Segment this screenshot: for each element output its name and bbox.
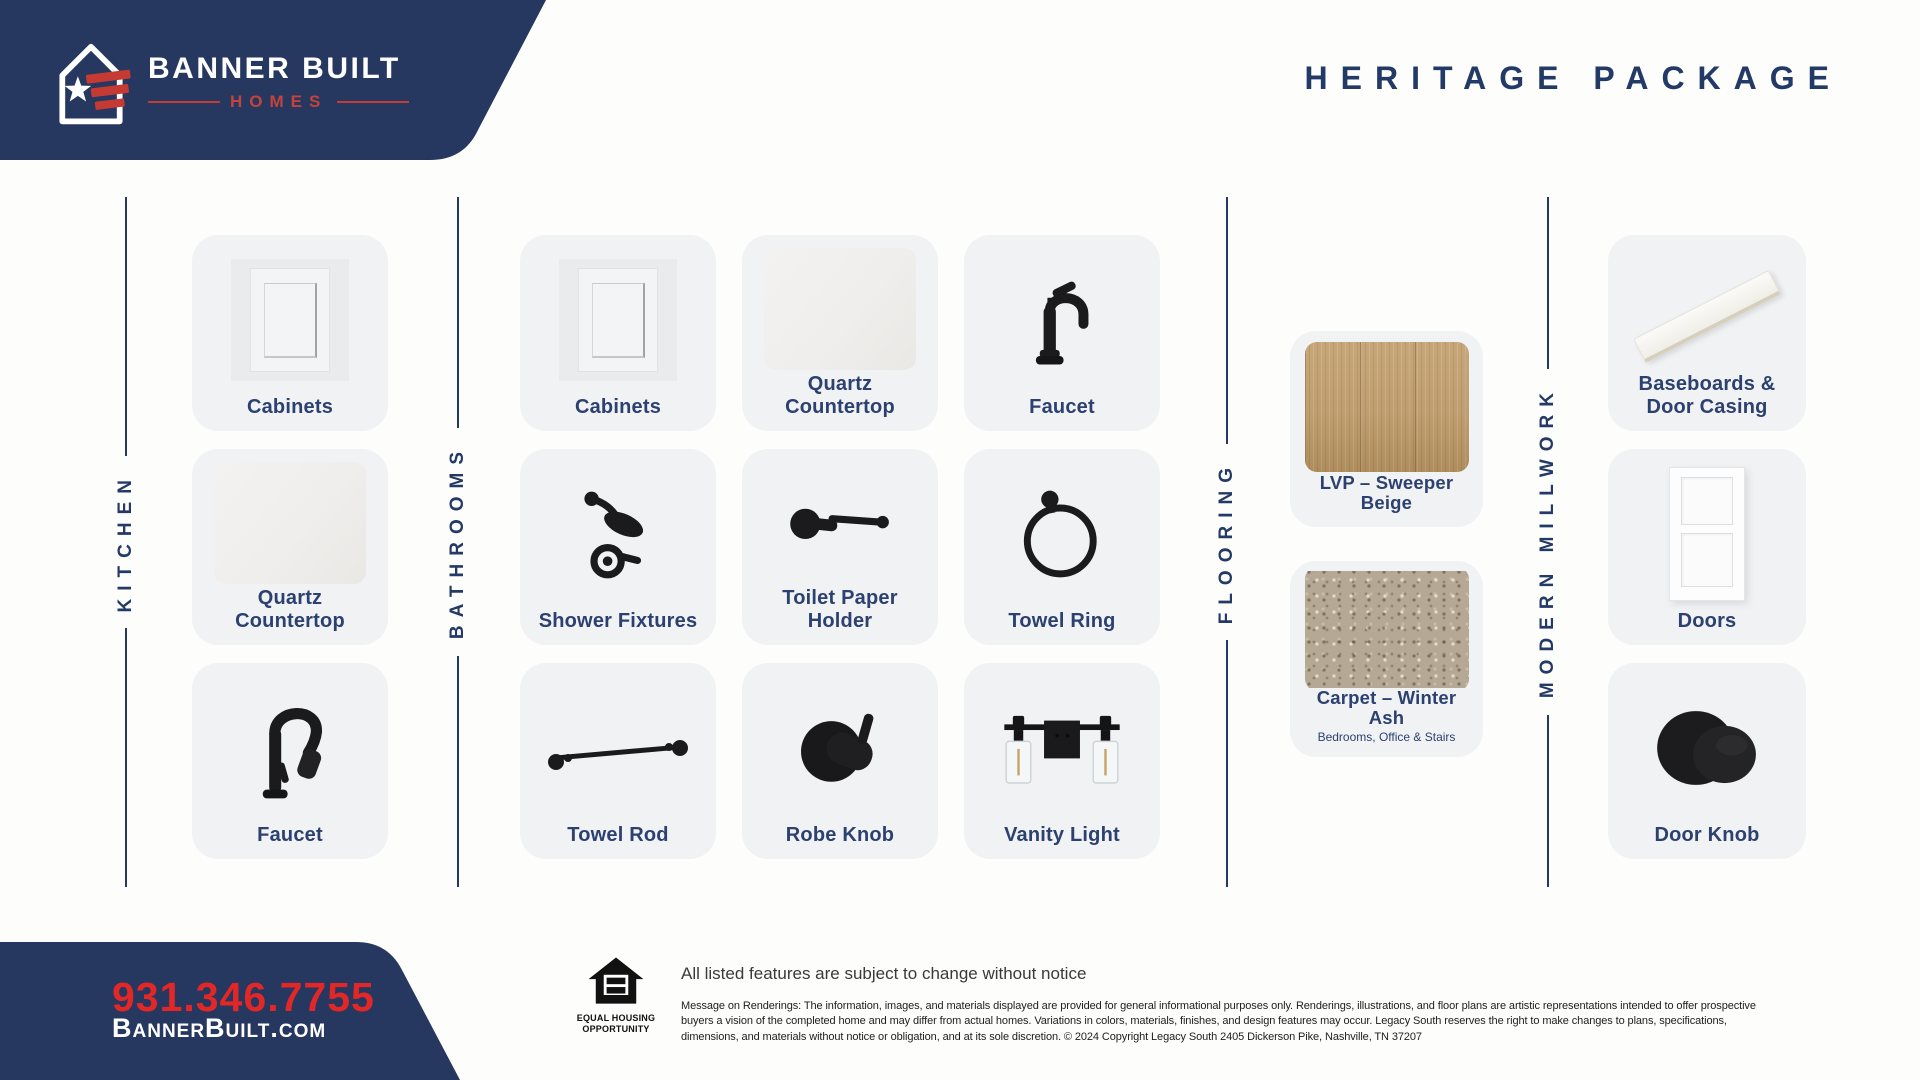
equal-housing-text-line2: OPPORTUNITY [582,1023,650,1034]
bath-faucet-icon [974,245,1150,396]
section-label-millwork: MODERN MILLWORK [1537,385,1558,699]
page-title: HERITAGE PACKAGE [1304,60,1842,96]
item-card-bath-cabinets: Cabinets [520,235,716,431]
rail-line [1547,197,1549,369]
section-rail-kitchen [111,197,141,887]
item-card-kitchen-cabinets: Cabinets [192,235,388,431]
robe-knob-icon [752,673,928,824]
equal-housing-logo [574,956,658,1035]
section-label-kitchen: KITCHEN [115,471,136,613]
equal-housing-house-icon [587,956,645,1008]
section-rail-flooring [1212,197,1242,887]
rail-line [457,197,459,428]
item-card-robe-knob: Robe Knob [742,663,938,859]
brand-subname: HOMES [230,92,328,111]
kitchen-card-grid [192,235,388,859]
bathroom-card-grid [520,235,1160,859]
section-label-flooring: FLOORING [1216,459,1237,625]
renderings-disclaimer [681,999,1756,1045]
house-flag-star-icon [50,32,132,132]
item-card-vanity-light: Vanity Light [964,663,1160,859]
rail-line [1547,715,1549,887]
rail-line [1226,640,1228,887]
item-card-doors: Doors [1608,449,1806,645]
carpet-rooms-note: Bedrooms, Office & Stairs [1317,730,1456,744]
section-label-bathrooms: BATHROOMS [447,444,468,640]
item-card-lvp: LVP – Sweeper Beige [1290,331,1483,527]
equal-housing-text-line1: EQUAL HOUSING [576,1013,656,1023]
cabinet-door-icon [202,245,378,396]
phone-number: 931.346.7755 [112,974,375,1020]
brand-name: BANNER BUILT [148,52,401,85]
kitchen-faucet-icon [202,673,378,824]
item-card-bath-faucet: Faucet [964,235,1160,431]
quartz-swatch [752,245,928,373]
quartz-swatch [202,459,378,587]
brand-rule-left [148,101,220,104]
disclaimer-line: buyers a vision of the completed home and may differ from actual homes. Variations in colors, materials, finishes, and design features may occur. Legacy South reserves the right to make changes to plans, specifications, [681,1015,1727,1028]
features-notice: All listed features are subject to change without notice [681,964,1087,983]
carpet-swatch [1300,571,1473,688]
rail-line [457,656,459,887]
item-card-kitchen-quartz: Quartz Countertop [192,449,388,645]
toilet-paper-holder-icon [752,459,928,587]
item-card-toilet-paper-holder: Toilet Paper Holder [742,449,938,645]
item-card-baseboards: Baseboards & Door Casing [1608,235,1806,431]
towel-ring-icon [974,459,1150,610]
brand-logo [50,32,409,132]
vanity-light-icon [974,673,1150,824]
baseboard-icon [1618,245,1796,373]
rail-line [125,197,127,456]
disclaimer-line: dimensions, and materials without notice or obligation, and at its sole discretion. © 2024 Copyright Legacy South 2405 Dickerson Pike, Nashville, TN 37207 [681,1030,1422,1043]
disclaimer-line: Message on Renderings: The information, images, and materials displayed are provided for general informational purposes only. Renderings, illustrations, and floor plans are artistic representations intended to offer prospective [681,1000,1756,1012]
door-knob-icon [1618,673,1796,824]
section-rail-millwork [1533,197,1563,887]
towel-rod-icon [530,673,706,824]
item-card-carpet: Carpet – Winter Ash Bedrooms, Office & Stairs [1290,561,1483,757]
item-card-kitchen-faucet: Faucet [192,663,388,859]
millwork-card-grid [1608,235,1806,859]
item-card-door-knob: Door Knob [1608,663,1806,859]
item-card-shower-fixtures: Shower Fixtures [520,449,716,645]
section-rail-bathrooms [443,197,473,887]
lvp-swatch [1300,341,1473,473]
cabinet-door-icon [530,245,706,396]
door-icon [1618,459,1796,610]
flooring-card-grid [1290,331,1483,757]
item-card-towel-ring: Towel Ring [964,449,1160,645]
brand-rule-right [337,101,409,104]
shower-fixture-icon [530,459,706,610]
rail-line [1226,197,1228,444]
rail-line [125,628,127,887]
item-card-towel-rod: Towel Rod [520,663,716,859]
item-card-bath-quartz: Quartz Countertop [742,235,938,431]
website-url: BannerBuilt.com [112,1013,327,1043]
